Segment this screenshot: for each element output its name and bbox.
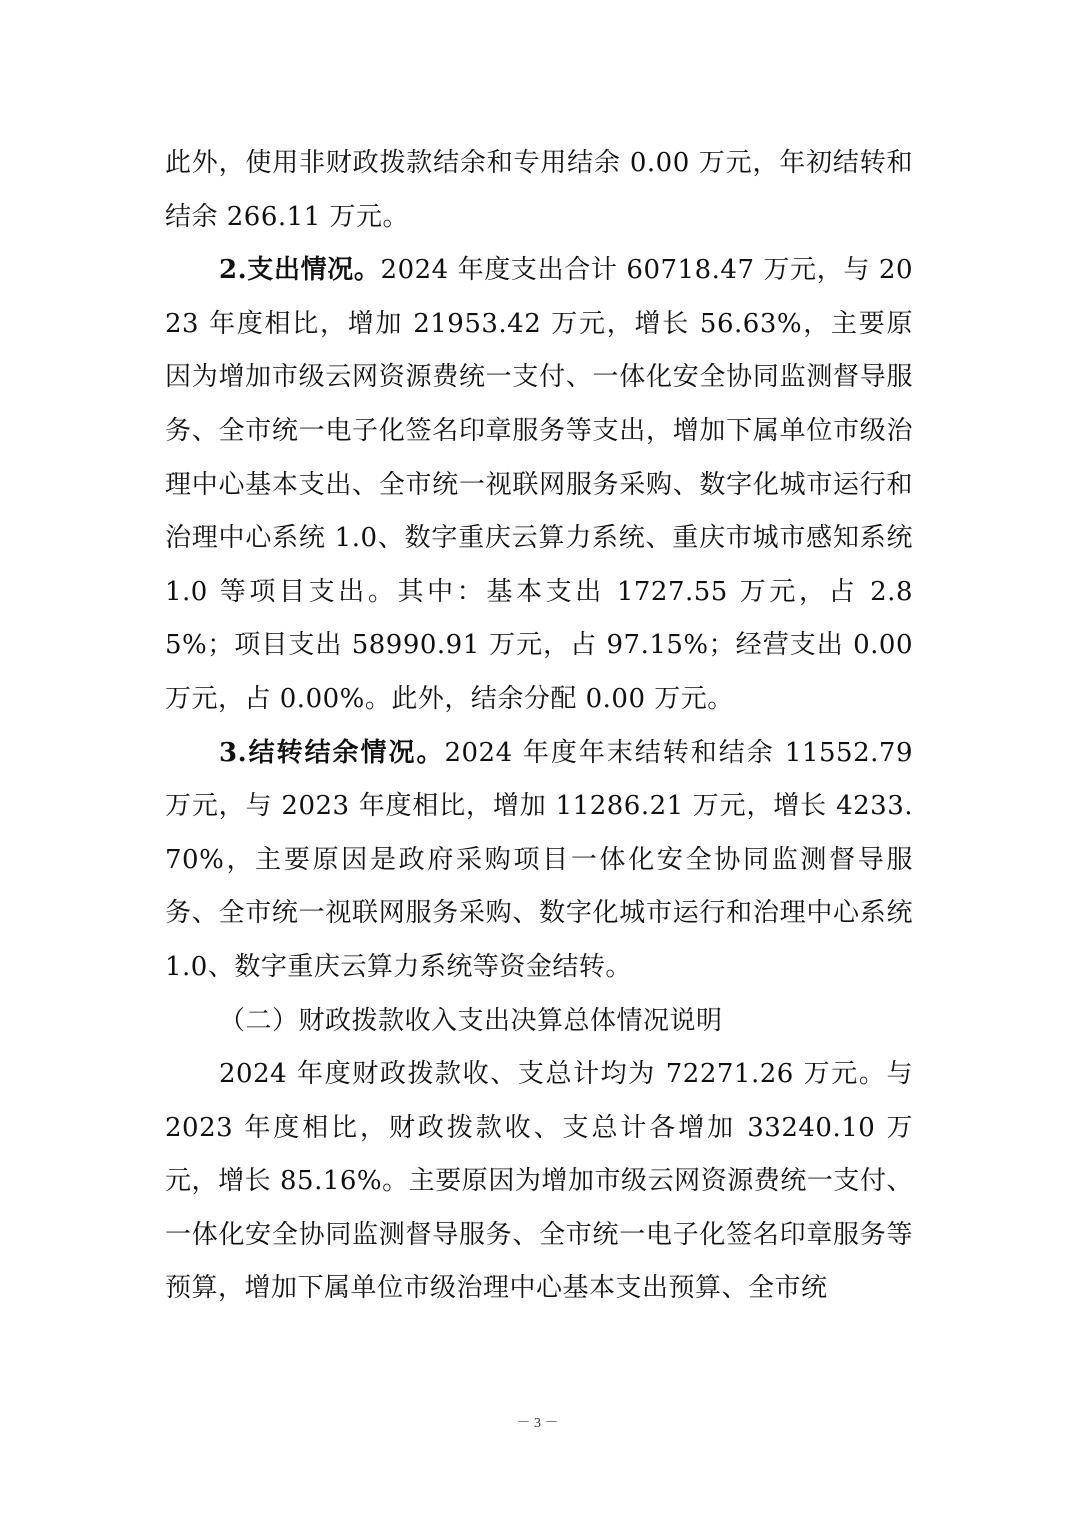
page-number: － 3 － xyxy=(516,1416,559,1431)
section-heading: （二）财政拨款收入支出决算总体情况说明 xyxy=(219,1005,723,1036)
paragraph-carryover xyxy=(165,727,913,995)
paragraph-carryover-balance xyxy=(165,137,913,244)
paragraph-lead-heading: 2.支出情况。 xyxy=(219,255,381,286)
paragraph-lead-heading: 3.结转结余情况。 xyxy=(219,737,445,768)
paragraph-text: 2024 年度财政拨款收、支总计均为 72271.26 万元。与 2023 年度相比，财政拨款收、支总计各增加 33240.10 万元，增长 85.16%。主要原因为增加市级云网资源费统一支付、一体化安全协同监测督导服务、全市统一电子化签名印章服务等预算，增加下属单位市级治理中心基本支出预算、全市统 xyxy=(165,1059,913,1304)
paragraph-text: 2024 年度年末结转和结余 11552.79 万元，与 2023 年度相比，增加 11286.21 万元，增长 4233.70%，主要原因是政府采购项目一体化安全协同监测督导服务、全市统一视联网服务采购、数字化城市运行和治理中心系统 1.0、数字重庆云算力系统等资金结转。 xyxy=(165,737,913,982)
body-text xyxy=(165,137,913,1316)
paragraph-fiscal-appropriation xyxy=(165,1048,913,1316)
paragraph-text: 此外，使用非财政拨款结余和专用结余 0.00 万元，年初结转和结余 266.11 万元。 xyxy=(165,148,913,232)
paragraph-expenditure xyxy=(165,244,913,726)
paragraph-text: 2024 年度支出合计 60718.47 万元，与 2023 年度相比，增加 21953.42 万元，增长 56.63%，主要原因为增加市级云网资源费统一支付、一体化安全协同监测督导服务、全市统一电子化签名印章服务等支出，增加下属单位市级治理中心基本支出、全市统一视联网服务采购、数字化城市运行和治理中心系统 1.0、数字重庆云算力系统、重庆市城市感知系统 1.0 等项目支出。其中：基本支出 1727.55 万元，占 2.85%；项目支出 58990.91 万元，占 97.15%；经营支出 0.00 万元，占 0.00%。此外，结余分配 0.00 万元。 xyxy=(165,255,913,714)
